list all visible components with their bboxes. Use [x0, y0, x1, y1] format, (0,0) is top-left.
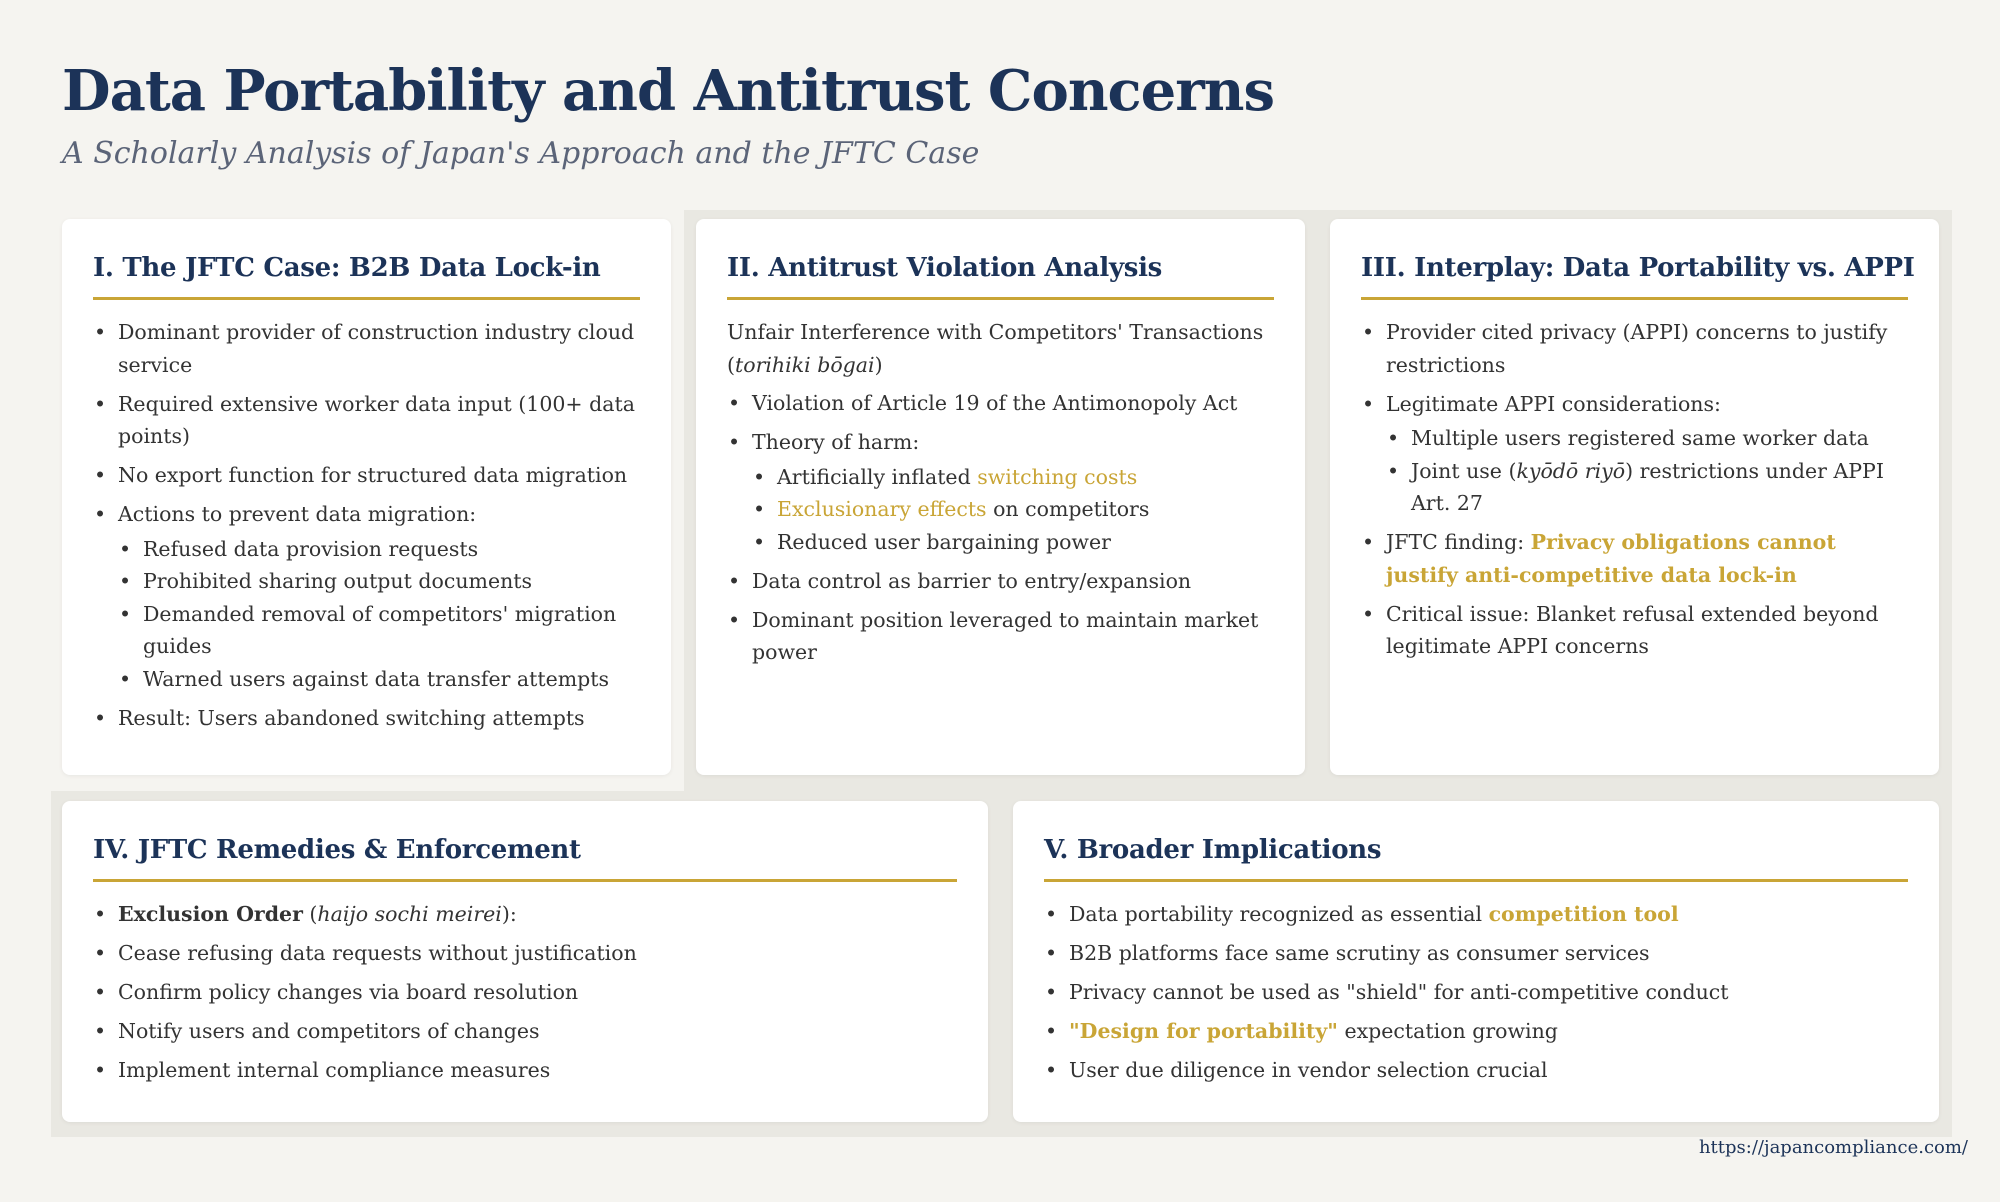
sub-list-item: • Multiple users registered same worker data — [1386, 422, 1908, 455]
list-item: • Critical issue: Blanket refusal extended beyond legitimate APPI concerns — [1361, 598, 1908, 663]
japanese-term: haijo sochi meirei — [317, 902, 502, 926]
list-item: • Data control as barrier to entry/expansion — [727, 565, 1274, 598]
list-item: • Data portability recognized as essential competition tool — [1044, 898, 1908, 931]
card-antitrust-analysis — [696, 219, 1305, 775]
card-remedies — [62, 801, 988, 1122]
card-broader-implications — [1013, 801, 1939, 1122]
sub-list-item: • Reduced user bargaining power — [752, 526, 1274, 559]
page-title: Data Portability and Antitrust Concerns — [62, 58, 1275, 124]
list-item: • "Design for portability" expectation growing — [1044, 1015, 1908, 1048]
japanese-term: torihiki bōgai — [735, 352, 875, 377]
list-item — [1361, 388, 1908, 520]
bullet-list — [727, 387, 1274, 669]
list-item — [93, 498, 640, 695]
list-item: • Dominant provider of construction industry cloud service — [93, 316, 640, 381]
list-item: • Confirm policy changes via board resolution — [93, 976, 957, 1009]
highlight-text: "Design for portability" — [1069, 1019, 1338, 1043]
list-item: • Implement internal compliance measures — [93, 1054, 957, 1087]
sub-list-item: • Artificially inflated switching costs — [752, 461, 1274, 494]
sub-list-item: • Demanded removal of competitors' migration guides — [118, 598, 640, 663]
list-item: • JFTC finding: Privacy obligations cannot justify anti-competitive data lock-in — [1361, 526, 1908, 591]
sub-list — [1386, 422, 1908, 520]
list-item: • Dominant position leveraged to maintain market power — [727, 604, 1274, 669]
japanese-term: kyōdō riyō — [1516, 458, 1626, 483]
bold-text: Exclusion Order — [118, 902, 303, 926]
sub-list — [118, 533, 640, 696]
list-item: • Required extensive worker data input (100+ data points) — [93, 388, 640, 453]
list-item: • User due diligence in vendor selection crucial — [1044, 1054, 1908, 1087]
card-heading: III. Interplay: Data Portability vs. APPI — [1361, 253, 1908, 300]
sub-list-item: • Warned users against data transfer attempts — [118, 663, 640, 696]
card-heading: II. Antitrust Violation Analysis — [727, 253, 1274, 300]
sub-list-item: • Joint use (kyōdō riyō) restrictions under APPI Art. 27 — [1386, 455, 1908, 520]
card-interplay-appi — [1330, 219, 1939, 775]
list-item — [727, 426, 1274, 558]
card-heading: V. Broader Implications — [1044, 835, 1908, 882]
list-item-text: Theory of harm: — [752, 430, 920, 454]
list-item: • Result: Users abandoned switching attempts — [93, 702, 640, 735]
sub-list-item: • Exclusionary effects on competitors — [752, 493, 1274, 526]
bullet-list — [1044, 898, 1908, 1087]
intro-text: Unfair Interference with Competitors' Transactions (torihiki bōgai) — [727, 320, 1264, 377]
card-jftc-case — [62, 219, 671, 775]
bullet-list — [1361, 316, 1908, 663]
list-item-text: Legitimate APPI considerations: — [1386, 391, 1721, 416]
list-item: • Notify users and competitors of changes — [93, 1015, 957, 1048]
page-subtitle: A Scholarly Analysis of Japan's Approach and the JFTC Case — [62, 136, 980, 171]
sub-list-item: • Prohibited sharing output documents — [118, 565, 640, 598]
source-link[interactable]: https://japancompliance.com/ — [1698, 1137, 1968, 1158]
list-item: • B2B platforms face same scrutiny as consumer services — [1044, 937, 1908, 970]
sub-list — [752, 461, 1274, 559]
list-item: • No export function for structured data migration — [93, 459, 640, 492]
list-item: • Provider cited privacy (APPI) concerns to justify restrictions — [1361, 316, 1908, 381]
highlight-text: Privacy obligations cannot justify anti-competitive data lock-in — [1386, 530, 1836, 587]
bullet-list — [93, 898, 957, 1087]
list-item: • Violation of Article 19 of the Antimonopoly Act — [727, 387, 1274, 420]
list-item: • Exclusion Order (haijo sochi meirei): — [93, 898, 957, 931]
card-heading: I. The JFTC Case: B2B Data Lock-in — [93, 253, 640, 300]
list-item: • Privacy cannot be used as "shield" for anti-competitive conduct — [1044, 976, 1908, 1009]
list-item-text: Actions to prevent data migration: — [118, 502, 477, 526]
highlight-text: competition tool — [1488, 902, 1679, 926]
sub-list-item: • Refused data provision requests — [118, 533, 640, 566]
highlight-text: switching costs — [977, 464, 1138, 489]
highlight-text: Exclusionary effects — [777, 497, 987, 521]
bullet-list — [93, 316, 640, 734]
card-heading: IV. JFTC Remedies & Enforcement — [93, 835, 957, 882]
list-item: • Cease refusing data requests without justification — [93, 937, 957, 970]
